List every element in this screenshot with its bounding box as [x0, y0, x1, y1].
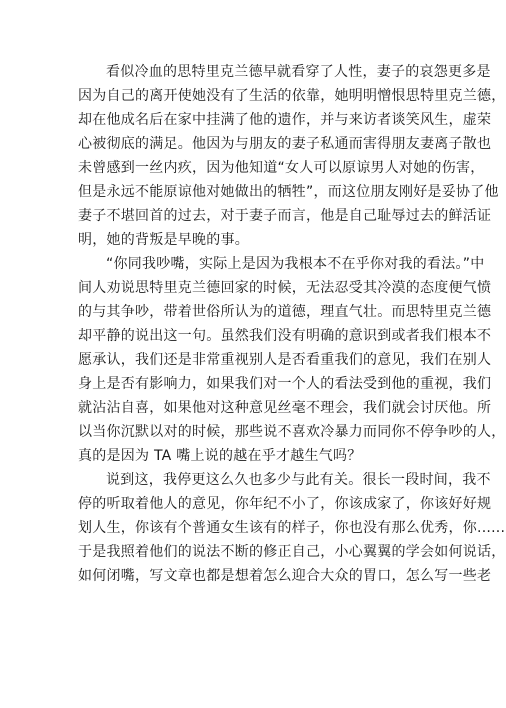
- paragraph-2: [78, 252, 506, 468]
- text-line: 但是永远不能原谅他对她做出的牺牲”，而这位朋友刚好是妥协了他: [78, 184, 499, 200]
- text-line: “你同我吵嘴，实际上是因为我根本不在乎你对我的看法。”中: [106, 256, 485, 272]
- text-line: 却平静的说出这一句。虽然我们没有明确的意识到或者我们根本不: [78, 328, 492, 344]
- paragraph-3: [78, 468, 506, 588]
- text-line: 说到这，我停更这么久也多少与此有关。很长一段时间，我不: [106, 472, 491, 488]
- text-line: 的与其争吵，带着世俗所认为的道德，理直气壮。而思特里克兰德: [78, 304, 492, 320]
- text-line: 停的听取着他人的意见，你年纪不小了，你该成家了，你该好好规: [78, 496, 492, 512]
- text-line: 如何闭嘴，写文章也都是想着怎么迎合大众的胃口，怎么写一些老: [78, 568, 492, 584]
- article-body: [78, 60, 506, 588]
- paragraph-1: [78, 60, 506, 252]
- text-line: 间人劝说思特里克兰德回家的时候，无法忍受其冷漠的态度便气愤: [78, 280, 492, 296]
- text-line: 以当你沉默以对的时候，那些说不喜欢冷暴力而同你不停争吵的人，: [78, 424, 506, 440]
- text-line: 未曾感到一丝内疚，因为他知道“女人可以原谅男人对她的伤害，: [78, 160, 485, 176]
- text-line: 身上是否有影响力，如果我们对一个人的看法受到他的重视，我们: [78, 376, 492, 392]
- text-line: 就沾沾自喜，如果他对这种意见丝毫不理会，我们就会讨厌他。所: [78, 400, 492, 416]
- text-line: 明，她的背叛是早晚的事。: [78, 232, 249, 248]
- text-line: 却在他成名后在家中挂满了他的遗作，并与来访者谈笑风生，虚荣: [78, 112, 492, 128]
- text-line: 于是我照着他们的说法不断的修正自己，小心翼翼的学会如何说话，: [78, 544, 506, 560]
- text-line: 妻子不堪回首的过去，对于妻子而言，他是自己耻辱过去的鲜活证: [78, 208, 492, 224]
- text-line: 划人生，你该有个普通女生该有的样子，你也没有那么优秀，你......: [78, 520, 506, 536]
- text-line: 心被彻底的满足。他因为与朋友的妻子私通而害得朋友妻离子散也: [78, 136, 492, 152]
- text-line: 愿承认，我们还是非常重视别人是否看重我们的意见，我们在别人: [78, 352, 492, 368]
- text-line: 看似冷血的思特里克兰德早就看穿了人性，妻子的哀怨更多是: [106, 64, 491, 80]
- text-line: 真的是因为 TA 嘴上说的越在乎才越生气吗？: [78, 448, 362, 464]
- text-line: 因为自己的离开使她没有了生活的依靠，她明明憎恨思特里克兰德，: [78, 88, 506, 104]
